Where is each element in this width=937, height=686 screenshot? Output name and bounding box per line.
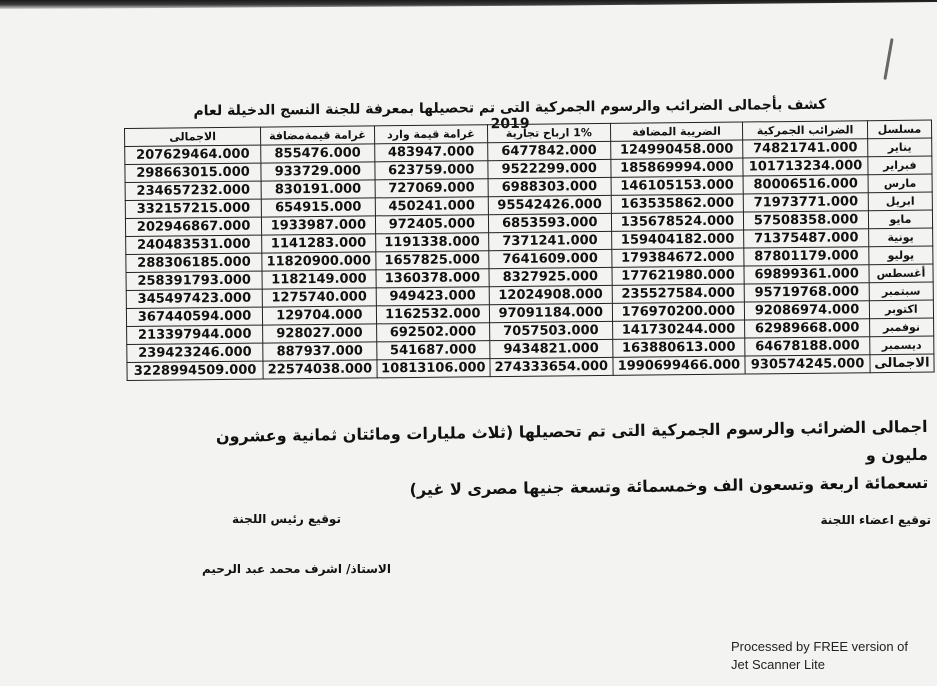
cell-commercial: 9522299.000	[488, 159, 611, 178]
cell-import-fine: 483947.000	[374, 143, 488, 162]
cell-vat: 1990699466.000	[612, 356, 745, 375]
cell-commercial: 12024908.000	[489, 285, 612, 304]
cell-vat-fine: 928027.000	[263, 324, 377, 343]
header-import-fine: غرامة قيمة وارد	[374, 125, 488, 144]
header-month: مسلسل	[867, 120, 931, 139]
cell-customs: 87801179.000	[744, 247, 869, 266]
header-customs: الضرائب الجمركية	[743, 121, 868, 140]
cell-total: 240483531.000	[126, 235, 262, 254]
cell-vat: 163880613.000	[612, 338, 745, 357]
cell-import-fine: 450241.000	[375, 197, 489, 216]
cell-vat: 141730244.000	[612, 320, 745, 339]
cell-vat: 177621980.000	[612, 266, 745, 285]
cell-vat: 135678524.000	[611, 212, 744, 231]
cell-total: 345497423.000	[126, 289, 262, 308]
cell-commercial: 6853593.000	[488, 213, 611, 232]
cell-customs: 95719768.000	[744, 283, 869, 302]
cell-total: 288306185.000	[126, 253, 262, 272]
cell-total: 367440594.000	[126, 307, 262, 326]
cell-customs: 57508358.000	[744, 211, 869, 230]
cell-vat-fine: 654915.000	[261, 198, 375, 217]
cell-commercial: 7371241.000	[489, 231, 612, 250]
cell-total: 258391793.000	[126, 271, 262, 290]
cell-import-fine: 1360378.000	[376, 269, 490, 288]
cell-import-fine: 1191338.000	[375, 233, 489, 252]
cell-import-fine: 1657825.000	[375, 251, 489, 270]
signature-members-label: توقيع اعضاء اللجنة	[820, 513, 931, 527]
cell-commercial: 9434821.000	[490, 339, 613, 358]
signature-chair-label: توقيع رئيس اللجنة	[232, 512, 341, 526]
cell-month: نوفمبر	[869, 318, 933, 337]
cell-import-fine: 727069.000	[375, 179, 489, 198]
cell-vat: 124990458.000	[610, 140, 743, 159]
cell-vat-fine: 1275740.000	[262, 288, 376, 307]
summary-line-1: اجمالى الضرائب والرسوم الجمركية التى تم تحصيلها (ثلاث مليارات ومائتان ثمانية وعشرون مليون و	[215, 416, 929, 465]
scan-dark-edge	[0, 0, 937, 10]
cell-month: الاجمالى	[870, 354, 934, 373]
cell-total: 332157215.000	[125, 199, 261, 218]
cell-commercial: 7641609.000	[489, 249, 612, 268]
cell-vat: 163535862.000	[611, 194, 744, 213]
cell-import-fine: 10813106.000	[377, 359, 491, 378]
watermark-line-1: Processed by FREE version of	[731, 639, 909, 654]
cell-import-fine: 972405.000	[375, 215, 489, 234]
cell-customs: 80006516.000	[743, 175, 868, 194]
cell-total: 3228994509.000	[127, 361, 263, 380]
cell-vat: 146105153.000	[611, 176, 744, 195]
cell-vat: 235527584.000	[612, 284, 745, 303]
cell-vat-fine: 129704.000	[263, 306, 377, 325]
cell-total: 239423246.000	[127, 343, 263, 362]
pen-mark	[883, 38, 893, 80]
cell-import-fine: 1162532.000	[376, 305, 490, 324]
cell-vat-fine: 1933987.000	[262, 216, 376, 235]
watermark-line-2: Jet Scanner Lite	[731, 657, 825, 672]
summary-line-2: تسعمائة اربعة وتسعون الف وخمسمائة وتسعة جنيها مصرى لا غير)	[409, 472, 929, 500]
cell-customs: 64678188.000	[745, 337, 870, 356]
cell-total: 207629464.000	[125, 145, 261, 164]
cell-commercial: 6988303.000	[488, 177, 611, 196]
cell-vat: 159404182.000	[611, 230, 744, 249]
cell-month: مايو	[868, 210, 932, 229]
summary-text	[199, 413, 928, 507]
cell-month: أغسطس	[869, 264, 933, 283]
cell-commercial: 6477842.000	[488, 141, 611, 160]
cell-vat-fine: 855476.000	[261, 144, 375, 163]
cell-vat-fine: 887937.000	[263, 342, 377, 361]
cell-customs: 71375487.000	[744, 229, 869, 248]
cell-import-fine: 949423.000	[376, 287, 490, 306]
cell-vat: 176970200.000	[612, 302, 745, 321]
cell-customs: 101713234.000	[743, 157, 868, 176]
cell-customs: 930574245.000	[745, 355, 870, 374]
document-title: كشف بأجمالى الضرائب والرسوم الجمركية التى تم تحصيلها بمعرفة للجنة النسج الدخيلة لعام 2019	[193, 96, 827, 133]
cell-month: مارس	[868, 174, 932, 193]
header-vat: الضريبة المضافة	[610, 122, 743, 141]
table-body	[125, 138, 934, 380]
cell-customs: 69899361.000	[744, 265, 869, 284]
cell-month: سبتمبر	[869, 282, 933, 301]
cell-month: يناير	[868, 138, 932, 157]
cell-total: 202946867.000	[125, 217, 261, 236]
cell-month: اكتوبر	[869, 300, 933, 319]
cell-customs: 71973771.000	[744, 193, 869, 212]
header-commercial: 1% ارباح تجارية	[488, 123, 611, 142]
cell-vat: 179384672.000	[611, 248, 744, 267]
cell-commercial: 95542426.000	[488, 195, 611, 214]
cell-vat-fine: 22574038.000	[263, 360, 377, 379]
cell-import-fine: 541687.000	[376, 341, 490, 360]
cell-vat-fine: 1141283.000	[262, 234, 376, 253]
cell-vat-fine: 830191.000	[261, 180, 375, 199]
cell-customs: 92086974.000	[745, 301, 870, 320]
cell-vat-fine: 933729.000	[261, 162, 375, 181]
cell-customs: 74821741.000	[743, 139, 868, 158]
cell-total: 213397944.000	[127, 325, 263, 344]
scanner-watermark	[731, 638, 908, 674]
cell-total: 234657232.000	[125, 181, 261, 200]
cell-commercial: 7057503.000	[490, 321, 613, 340]
header-vat-fine: غرامة قيمةمضافة	[261, 126, 375, 145]
header-total: الاجمالى	[125, 127, 261, 146]
cell-commercial: 8327925.000	[489, 267, 612, 286]
cell-import-fine: 692502.000	[376, 323, 490, 342]
tax-table	[124, 120, 935, 381]
cell-month: ديسمبر	[870, 336, 934, 355]
cell-commercial: 274333654.000	[490, 357, 613, 376]
cell-month: فبراير	[868, 156, 932, 175]
tax-table-container	[124, 120, 935, 381]
cell-vat-fine: 1182149.000	[262, 270, 376, 289]
cell-vat: 185869994.000	[610, 158, 743, 177]
cell-month: يونية	[868, 228, 932, 247]
chair-name: الاستاذ/ اشرف محمد عبد الرحيم	[202, 562, 391, 576]
cell-customs: 62989668.000	[745, 319, 870, 338]
cell-total: 298663015.000	[125, 163, 261, 182]
cell-month: ابريل	[868, 192, 932, 211]
cell-vat-fine: 11820900.000	[262, 252, 376, 271]
cell-month: يوليو	[869, 246, 933, 265]
cell-commercial: 97091184.000	[489, 303, 612, 322]
cell-import-fine: 623759.000	[374, 161, 488, 180]
